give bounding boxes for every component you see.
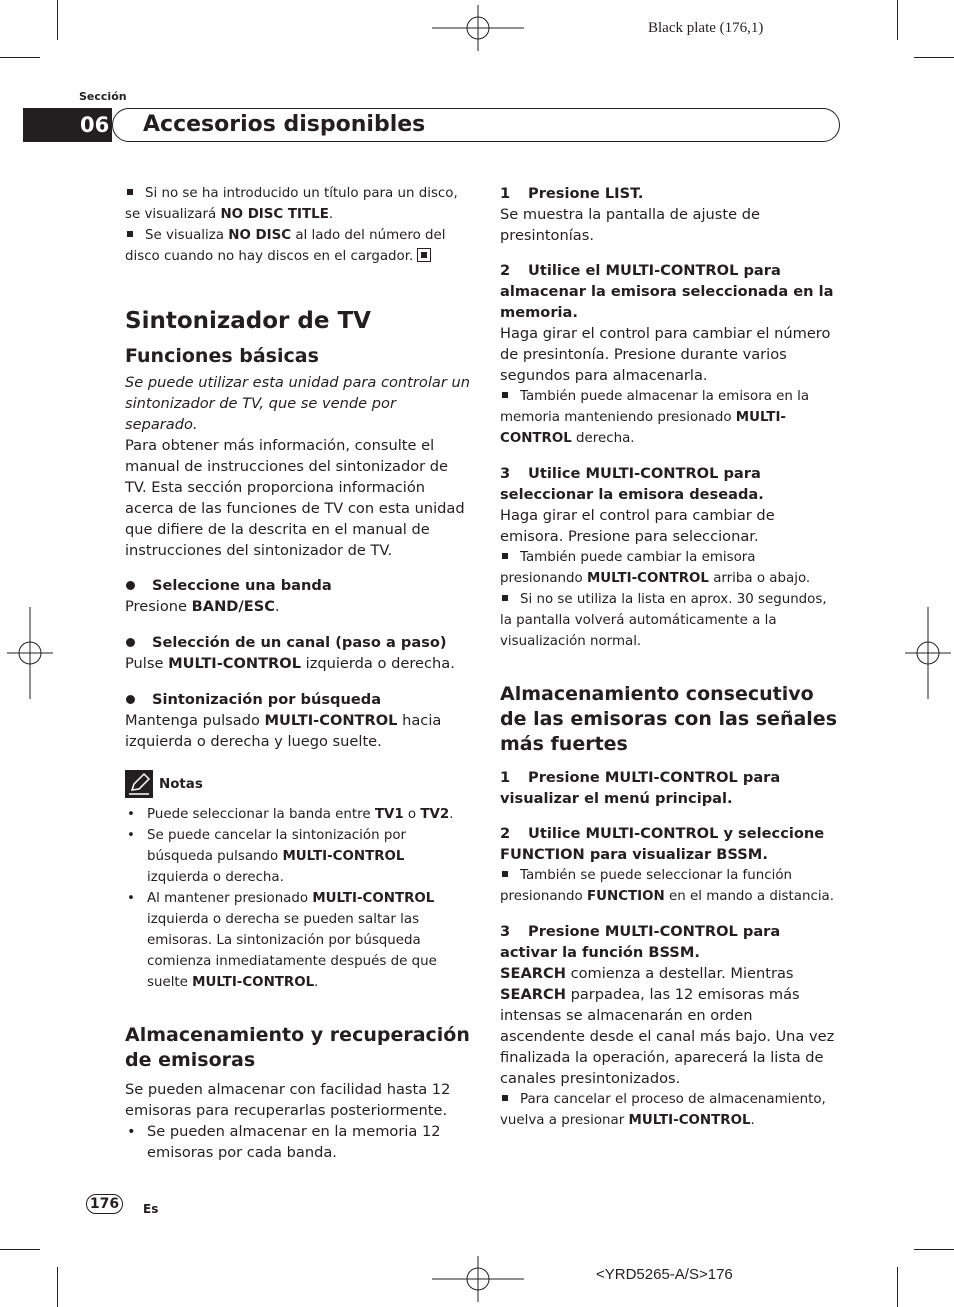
step-1-heading: 1 Presione LIST. <box>500 185 644 202</box>
crop-mark <box>57 1267 58 1307</box>
intro-italic: Se puede utilizar esta unidad para controlar un sintonizador de TV, que se vende por separado. <box>125 374 470 433</box>
band-text: Presione BAND/ESC. <box>125 598 280 615</box>
notes-pencil-icon <box>125 770 153 798</box>
bssm-step-1-heading: 1 Presione MULTI-CONTROL para visualizar el menú principal. <box>500 769 781 807</box>
right-column <box>500 183 842 1131</box>
step-2-note: También puede almacenar la emisora en la memoria manteniendo presionado MULTI-CONTROL derecha. <box>500 389 810 446</box>
section-label: Sección <box>79 90 127 103</box>
crop-mark <box>897 0 898 40</box>
seek-heading: Sintonización por búsqueda <box>125 689 470 710</box>
square-bullet-icon <box>127 231 133 237</box>
crop-mark <box>0 57 40 58</box>
crop-mark <box>0 1249 40 1250</box>
step-2-text: Haga girar el control para cambiar el número de presintonía. Presione durante varios segundos para almacenarla. <box>500 325 831 384</box>
bssm-step-3-note: Para cancelar el proceso de almacenamiento, vuelva a presionar MULTI-CONTROL. <box>500 1092 826 1128</box>
registration-cross-icon <box>432 5 524 51</box>
store-paragraph: Se pueden almacenar con facilidad hasta 12 emisoras para recuperarlas posteriormente. <box>125 1081 451 1119</box>
step-1-text: Se muestra la pantalla de ajuste de presintonías. <box>500 206 760 244</box>
step-3-heading: 3 Utilice MULTI-CONTROL para seleccionar la emisora deseada. <box>500 465 764 503</box>
step-3-note: Si no se utiliza la lista en aprox. 30 segundos, la pantalla volverá automáticamente a la visualización normal. <box>500 592 827 649</box>
step-3-text: Haga girar el control para cambiar de emisora. Presione para seleccionar. <box>500 507 775 545</box>
crop-mark <box>897 1267 898 1307</box>
channel-text: Pulse MULTI-CONTROL izquierda o derecha. <box>125 655 455 672</box>
language-code: Es <box>143 1202 159 1216</box>
bssm-step-2-heading: 2 Utilice MULTI-CONTROL y seleccione FUNCTION para visualizar BSSM. <box>500 825 825 863</box>
store-bullet: • Se pueden almacenar en la memoria 12 emisoras por cada banda. <box>127 1123 441 1161</box>
seek-text: Mantenga pulsado MULTI-CONTROL hacia izquierda o derecha y luego suelte. <box>125 712 442 750</box>
notes-heading: Notas <box>125 770 470 798</box>
channel-heading: Selección de un canal (paso a paso) <box>125 632 470 653</box>
note-item: • Al mantener presionado MULTI-CONTROL izquierda o derecha se pueden saltar las emisoras. La sintonización por búsqueda comienza inmediatamente después de que suelte MULTI-CONTROL. <box>127 891 437 990</box>
step-2-heading: 2 Utilice el MULTI-CONTROL para almacenar la emisora seleccionada en la memoria. <box>500 262 834 321</box>
end-mark-icon <box>417 248 431 262</box>
intro-note-2: Se visualiza NO DISC al lado del número del disco cuando no hay discos en el cargador. <box>125 228 446 264</box>
bullet-icon <box>126 638 135 647</box>
bssm-step-2-note: También se puede seleccionar la función presionando FUNCTION en el mando a distancia. <box>500 868 835 904</box>
registration-cross-icon <box>905 607 951 699</box>
band-heading: Seleccione una banda <box>125 575 470 596</box>
square-bullet-icon <box>502 1095 508 1101</box>
bssm-step-3-text: SEARCH comienza a destellar. Mientras SEARCH parpadea, las 12 emisoras más intensas se almacenarán en orden ascendente desde el canal más bajo. Una vez finalizada la operación, aparecerá la lista de canales presintonizados. <box>500 965 835 1087</box>
page-title: Sintonizador de TV <box>125 308 371 334</box>
square-bullet-icon <box>502 392 508 398</box>
note-item: • Se puede cancelar la sintonización por búsqueda pulsando MULTI-CONTROL izquierda o derecha. <box>127 828 407 885</box>
bullet-icon <box>126 581 135 590</box>
bssm-heading: Almacenamiento consecutivo de las emisoras con las señales más fuertes <box>500 683 837 755</box>
bssm-step-3-heading: 3 Presione MULTI-CONTROL para activar la función BSSM. <box>500 923 781 961</box>
plate-label: Black plate (176,1) <box>648 20 764 36</box>
registration-cross-icon <box>432 1256 524 1302</box>
square-bullet-icon <box>502 595 508 601</box>
crop-mark <box>914 1249 954 1250</box>
section-number: 06 <box>23 108 112 142</box>
intro-note-1: Si no se ha introducido un título para un disco, se visualizará NO DISC TITLE. <box>125 186 458 222</box>
registration-cross-icon <box>7 607 53 699</box>
subheading-basic: Funciones básicas <box>125 345 319 367</box>
square-bullet-icon <box>127 189 133 195</box>
document-code: <YRD5265-A/S>176 <box>596 1266 733 1283</box>
section-title: Accesorios disponibles <box>112 108 840 142</box>
intro-paragraph: Para obtener más información, consulte el manual de instrucciones del sintonizador de TV. Esta sección proporciona información acerca de las funciones de TV con esta unidad que difiere de la descrita en el manual de instrucciones del sintonizador de TV. <box>125 437 465 559</box>
left-column <box>125 183 470 1163</box>
step-3-note: También puede cambiar la emisora presionando MULTI-CONTROL arriba o abajo. <box>500 550 811 586</box>
crop-mark <box>914 57 954 58</box>
note-item: • Puede seleccionar la banda entre TV1 o TV2. <box>127 807 454 822</box>
square-bullet-icon <box>502 553 508 559</box>
store-heading: Almacenamiento y recuperación de emisoras <box>125 1024 470 1071</box>
crop-mark <box>57 0 58 40</box>
bullet-icon <box>126 695 135 704</box>
square-bullet-icon <box>502 871 508 877</box>
page-number: 176 <box>86 1194 123 1214</box>
